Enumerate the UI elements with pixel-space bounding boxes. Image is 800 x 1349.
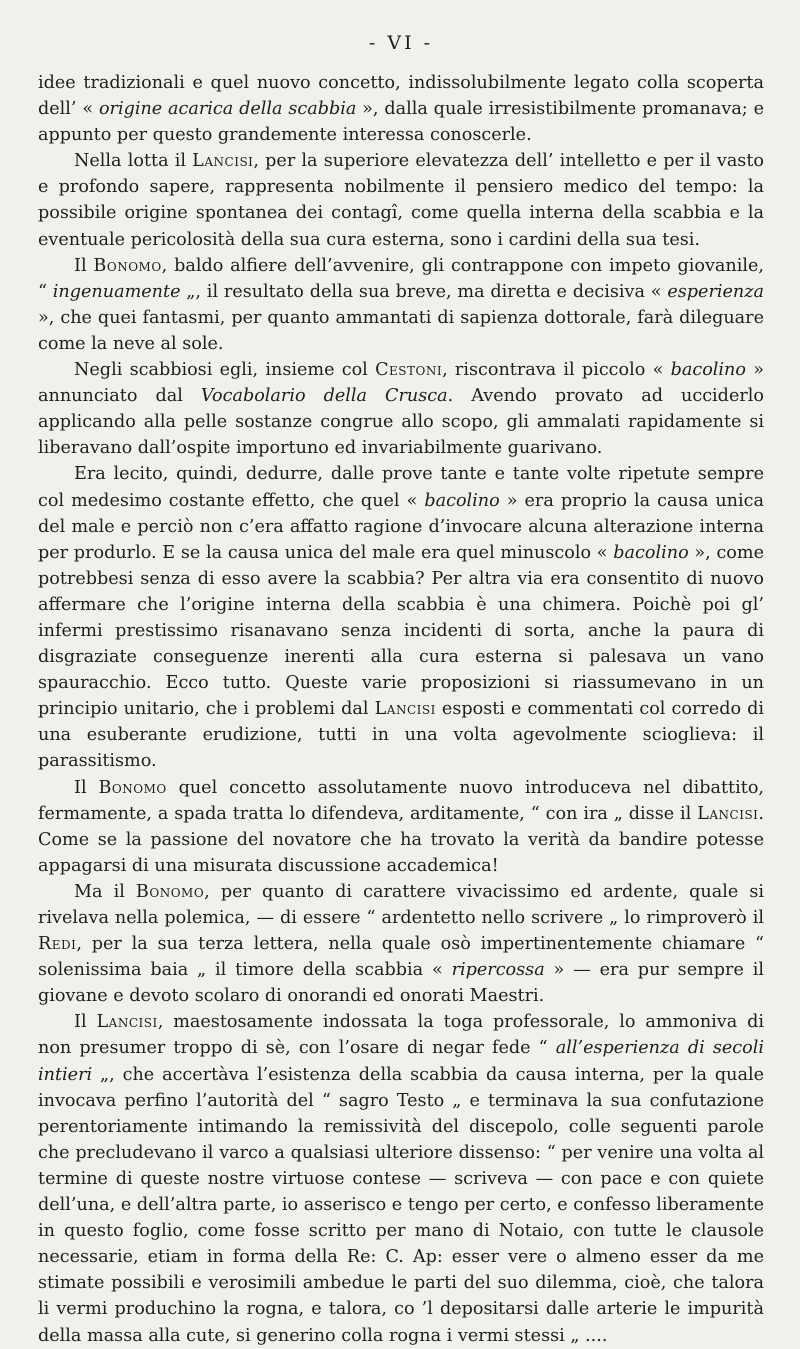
text-run: Era lecito, quindi, dedurre, dalle prove tante e tante volte ripetute sempre col medesimo costante effetto, che quel « — [38, 464, 764, 511]
author-name: Lancisi — [96, 1012, 158, 1033]
paragraph — [38, 253, 764, 357]
author-name: Lancisi — [697, 803, 759, 824]
paragraph — [38, 775, 764, 879]
text-run: Il — [74, 1012, 97, 1033]
paragraph — [38, 461, 764, 774]
author-name: Bonomo — [135, 881, 205, 902]
text-run: , maestosamente indossata la toga professorale, lo ammoniva di non presumer troppo di sè, con l’osare di negar fede “ — [38, 1012, 765, 1059]
italic-phrase: ingenuamente — [52, 281, 181, 302]
text-run: , per la sua terza lettera, nella quale osò impertinentemente chiamare “ solenissima baia „ il timore della scabbia « — [38, 934, 764, 981]
text-run: Ma il — [74, 881, 136, 902]
italic-phrase: bacolino — [613, 542, 689, 563]
page-number: - VI - — [368, 32, 434, 54]
author-name: Lancisi — [192, 151, 254, 172]
text-run: Il — [74, 777, 99, 798]
paragraph — [38, 879, 764, 1009]
text-run: , per quanto di carattere vivacissimo ed ardente, quale si rivelava nella polemica, — di essere “ ardentetto nello scrivere „ lo rimproverò il — [38, 881, 764, 928]
text-run: Il — [74, 255, 94, 276]
author-name: Cestoni — [375, 360, 443, 381]
text-run: Nella lotta il — [74, 151, 193, 172]
italic-phrase: bacolino — [424, 490, 500, 511]
text-run: » era proprio la causa unica del male e perciò non c’era affatto ragione d’invocare alcuna alterazione interna per produrlo. E se la causa unica del male era quel minuscolo « — [38, 490, 764, 563]
text-run: . Avendo provato ad ucciderlo applicando alla pelle sostanze congrue allo scopo, gli ammalati rapidamente si liberavano dall’ospite importuno ed invariabilmente guarivano. — [38, 386, 764, 459]
paragraph — [38, 70, 764, 148]
author-name: Redi — [38, 934, 77, 955]
text-body — [38, 70, 764, 1349]
text-run: » annunciato dal — [38, 360, 764, 407]
text-run: , riscontrava il piccolo « — [442, 360, 671, 381]
author-name: Lancisi — [374, 699, 436, 720]
author-name: Bonomo — [93, 255, 162, 276]
italic-phrase: ripercossa — [451, 960, 545, 981]
text-run: esposti e commentati col corredo di una esuberante erudizione, tutti in una volta agevolmente scioglieva: il parassitismo. — [38, 699, 765, 772]
text-run: », come potrebbesi senza di esso avere la scabbia? Per altra via era consentito di nuovo affermare che l’origine interna della scabbia è una chimera. Poichè poi gl’ infermi prestissimo risanavano senza incidenti di sorta, anche la paura di disgraziate conseguenze inerenti alla cura esterna si palesava un vano spauracchio. Ecco tutto. Queste varie proposizioni si riassumevano in un principio unitario, che i problemi dal — [38, 542, 764, 720]
text-run: , per la superiore elevatezza dell’ intelletto e per il vasto e profondo sapere, rappresenta nobilmente il pensiero medico del tempo: la possibile origine spontanea dei contagî, come quella interna della scabbia e la eventuale pericolosità della sua cura esterna, sono i cardini della sua tesi. — [38, 151, 764, 250]
text-run: idee tradizionali e quel nuovo concetto, indissolubilmente legato colla scoperta dell’ « — [38, 73, 764, 120]
text-run: quel concetto assolutamente nuovo introduceva nel dibattito, fermamente, a spada tratta lo difendeva, arditamente, “ con ira „ disse il — [38, 777, 764, 824]
paragraph — [38, 1009, 764, 1348]
text-run: . Come se la passione del novatore che ha trovato la verità da bandire potesse appagarsi di una misurata discussione accademica! — [38, 803, 764, 876]
author-name: Bonomo — [98, 777, 167, 798]
text-run: „, il resultato della sua breve, ma diretta e decisiva « — [180, 281, 668, 302]
text-run: » — era pur sempre il giovane e devoto scolaro di onorandi ed onorati Maestri. — [38, 960, 764, 1007]
italic-phrase: all’esperienza di secoli intieri — [38, 1038, 764, 1085]
italic-phrase: origine acarica della scabbia — [98, 99, 357, 120]
paragraph — [38, 148, 764, 252]
text-run: », che quei fantasmi, per quanto ammantati di sapienza dottorale, farà dileguare come la neve al sole. — [38, 307, 764, 354]
italic-phrase: Vocabolario della Crusca — [200, 386, 448, 407]
paragraph — [38, 357, 764, 461]
italic-phrase: esperienza — [667, 281, 764, 302]
text-run: , baldo alfiere dell’avvenire, gli contrappone con impeto giovanile, “ — [38, 255, 765, 302]
text-run: Negli scabbiosi egli, insieme col — [74, 360, 376, 381]
text-run: „, che accertàva l’esistenza della scabbia da causa interna, per la quale invocava perfino l’autorità del “ sagro Testo „ e terminava la sua confutazione perentoriamente intimando la remissività del discepolo, colle seguenti parole che precludevano il varco a qualsiasi ulteriore dissenso: “ per venire una volta al termine di queste nostre virtuose contese — scriveva — con pace e con quiete dell’una, e dell’altra parte, io asserisco e tengo per certo, e confesso liberamente in questo foglio, come fosse scritto per mano di Notaio, con tutte le clausole necessarie, etiam in forma della Re: C. Ap: esser vere o almeno esser da me stimate possibili e verosimili ambedue le parti del suo dilemma, cioè, che talora li vermi produchino la rogna, e talora, co ’l depositarsi dalle arterie le impurità della massa alla cute, si generino colla rogna i vermi stessi „ .... — [38, 1064, 764, 1346]
italic-phrase: bacolino — [670, 360, 746, 381]
text-run: », dalla quale irresistibilmente promanava; e appunto per questo grandemente interessa conoscerle. — [38, 99, 764, 146]
